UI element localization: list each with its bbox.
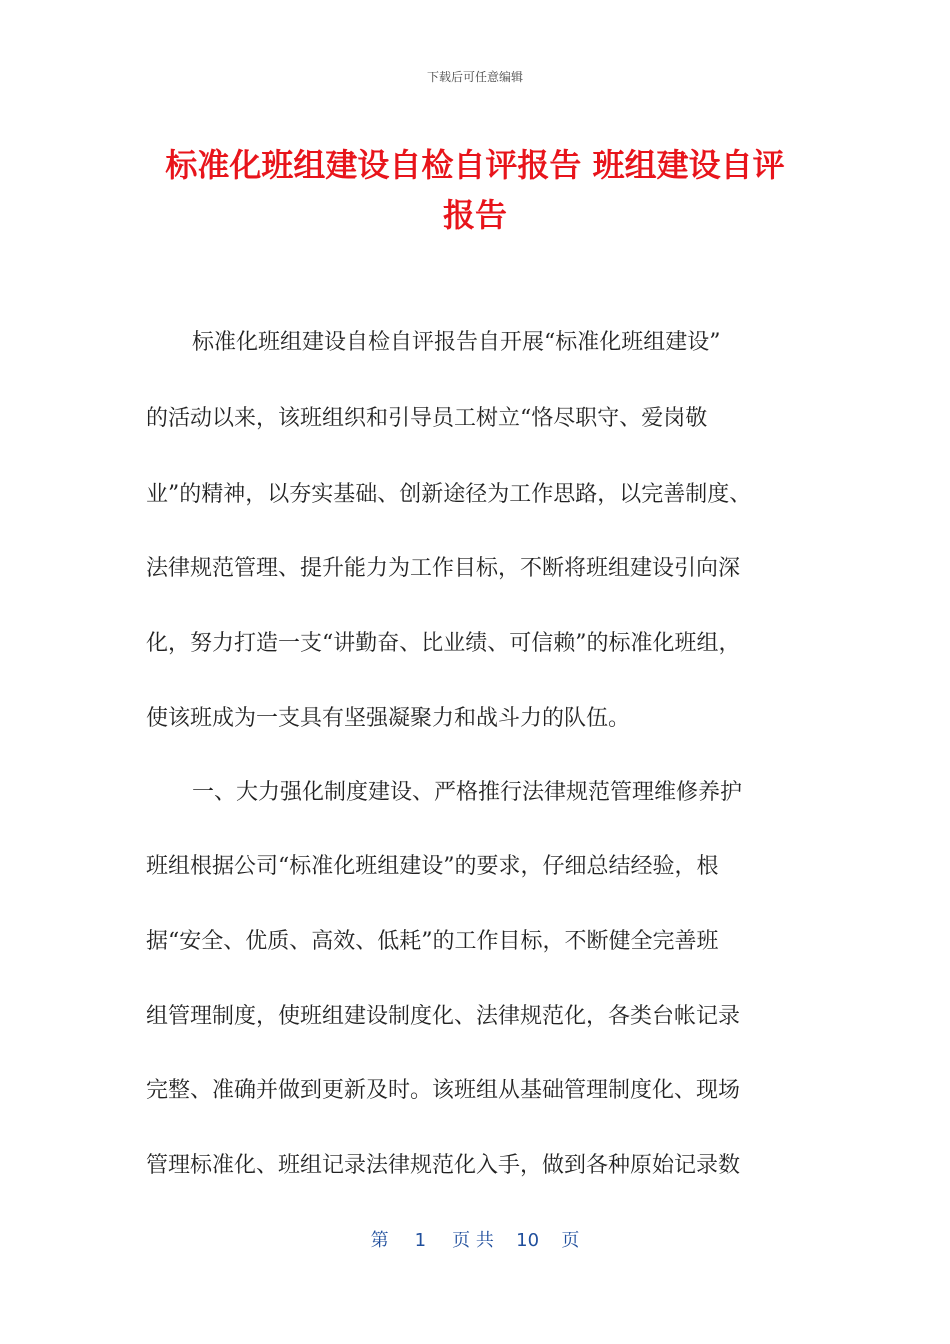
body-line: 使该班成为一支具有坚强凝聚力和战斗力的队伍。 xyxy=(146,706,631,731)
body-line: 化，努力打造一支“讲勤奋、比业绩、可信赖”的标准化班组， xyxy=(146,631,741,656)
footer-suffix: 页 xyxy=(561,1230,580,1251)
body-line: 标准化班组建设自检自评报告自开展“标准化班组建设” xyxy=(192,330,721,355)
body-line: 法律规范管理、提升能力为工作目标，不断将班组建设引向深 xyxy=(146,556,741,581)
title-line-2: 报告 xyxy=(442,196,507,234)
footer-total-pages: 10 xyxy=(516,1230,540,1251)
body-line: 的活动以来，该班组织和引导员工树立“恪尽职守、爱岗敬 xyxy=(146,406,708,431)
body-line: 据“安全、优质、高效、低耗”的工作目标，不断健全完善班 xyxy=(146,929,719,954)
title-line-1: 标准化班组建设自检自评报告 班组建设自评 xyxy=(165,146,785,184)
body-line: 组管理制度，使班组建设制度化、法律规范化，各类台帐记录 xyxy=(146,1004,741,1029)
footer-page-number: 1 xyxy=(414,1230,427,1251)
footer-prefix: 第 xyxy=(370,1230,389,1251)
body-line: 完整、准确并做到更新及时。该班组从基础管理制度化、现场 xyxy=(146,1078,741,1103)
body-line: 业”的精神，以夯实基础、创新途径为工作思路，以完善制度、 xyxy=(146,482,752,507)
header-note: 下载后可任意编辑 xyxy=(426,70,523,84)
page-footer xyxy=(0,1226,950,1252)
body-line: 班组根据公司“标准化班组建设”的要求，仔细总结经验，根 xyxy=(146,854,719,879)
body-line: 管理标准化、班组记录法律规范化入手，做到各种原始记录数 xyxy=(146,1153,741,1178)
body-line: 一、大力强化制度建设、严格推行法律规范管理维修养护 xyxy=(192,780,743,805)
footer-middle: 页 共 xyxy=(452,1230,494,1251)
